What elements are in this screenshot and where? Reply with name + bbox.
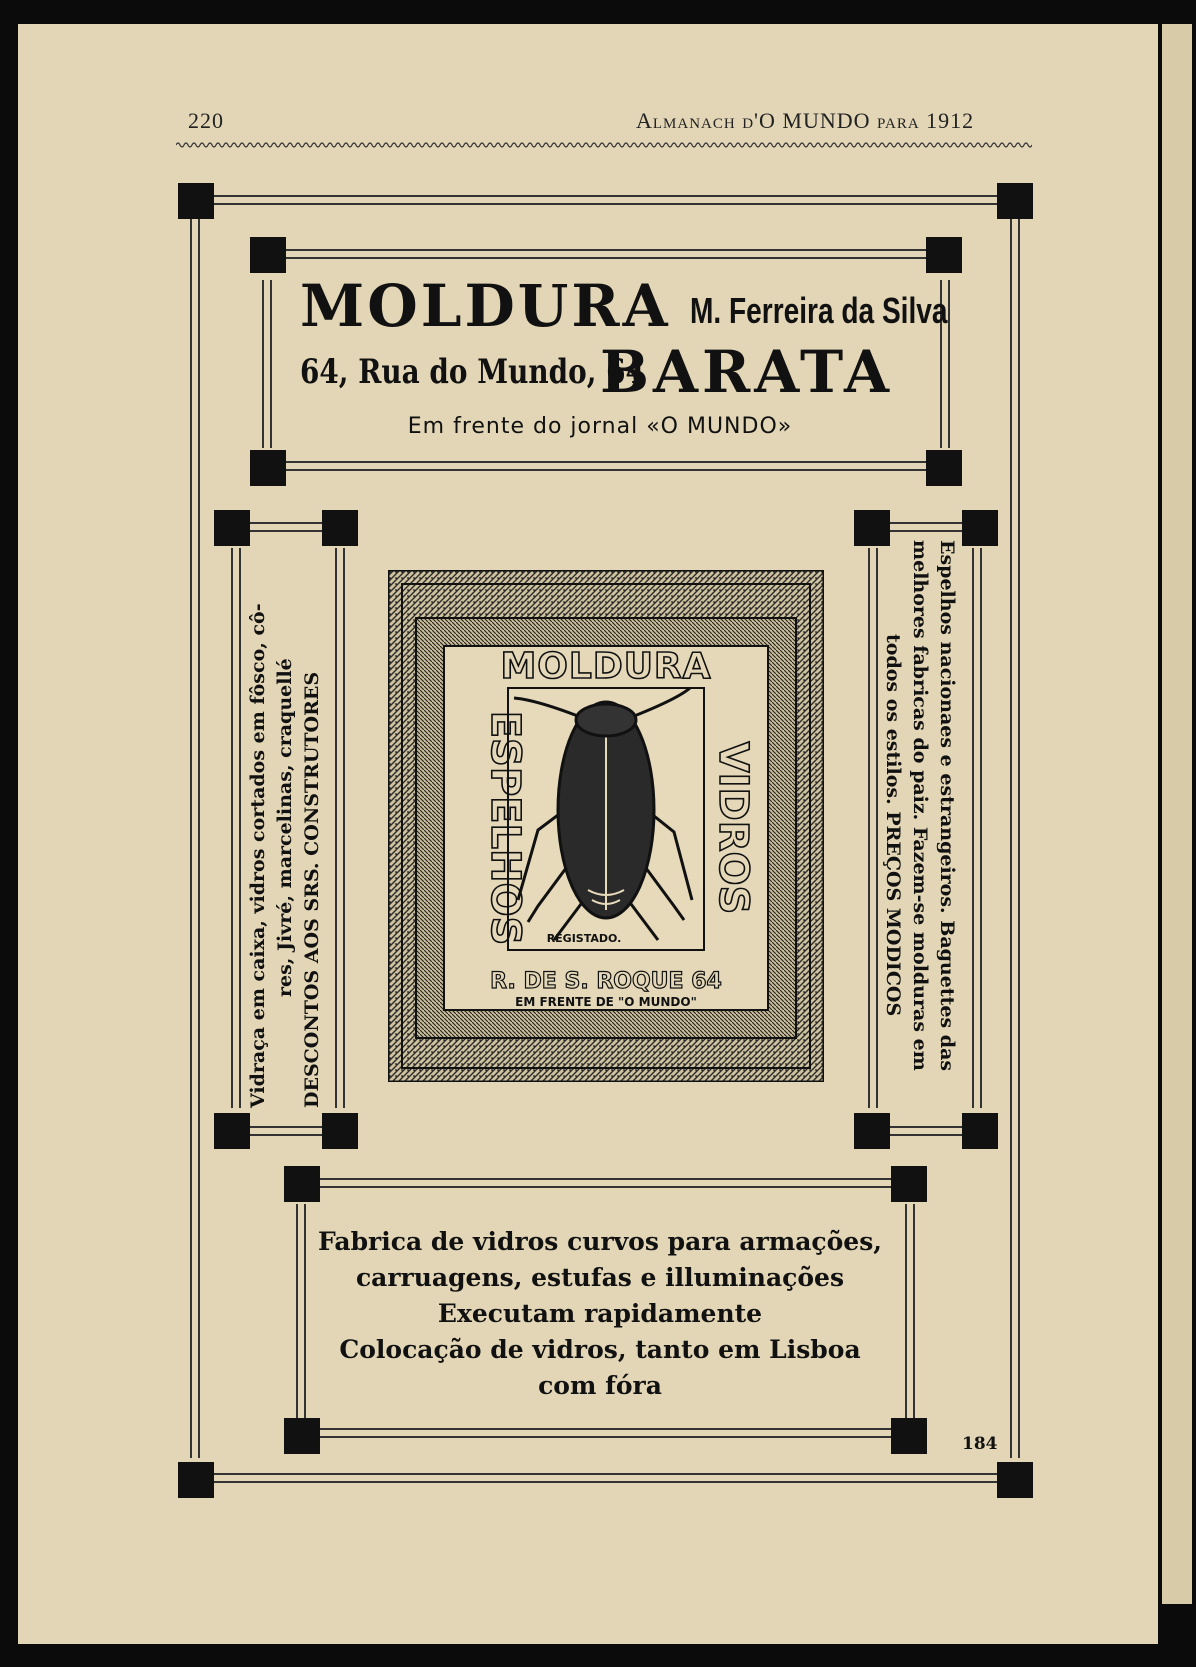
corner-square <box>250 450 286 486</box>
corner-square <box>997 1462 1033 1498</box>
ad-number: 184 <box>962 1434 998 1454</box>
corner-square <box>926 237 962 273</box>
logo-registered: REGISTADO. <box>546 932 622 945</box>
page-number: 220 <box>188 108 224 133</box>
left-column-text: Vidraça em caixa, vidros cortados em fôsco, cô- res, Jivré, marcelinas, craquellé DESCONTOS AOS SRS. CONSTRUTORES <box>247 603 323 1108</box>
corner-square <box>178 183 214 219</box>
corner-square <box>926 450 962 486</box>
owner-name: M. Ferreira da Silva <box>690 290 948 331</box>
logo-right-word: VIDROS <box>710 741 756 915</box>
logo-address: R. DE S. ROQUE 64 <box>490 969 722 994</box>
logo-left-word: ESPELHOS <box>482 710 528 946</box>
corner-square <box>250 237 286 273</box>
header-wavy-rule <box>176 141 1032 149</box>
corner-square <box>997 183 1033 219</box>
logo-top-word: MOLDURA <box>500 646 712 687</box>
running-title: Almanach d'O MUNDO para 1912 <box>636 108 975 133</box>
street-address: 64, Rua do Mundo, 64 <box>300 352 645 392</box>
right-column-text: Espelhos nacionaes e estrangeiros. Baguettes das melhores fabricas do paiz. Fazem-se molduras em todos os estilos. PREÇOS MODICOS <box>882 540 958 1072</box>
next-page-edge <box>1162 24 1192 1604</box>
bottom-services-text: Fabrica de vidros curvos para armações, carruagens, estufas e illuminações Executam rapidamente Colocação de vidros, tanto em Lisboa com fóra <box>318 1227 882 1400</box>
corner-square <box>178 1462 214 1498</box>
title-barata: BARATA <box>600 338 894 406</box>
logo-subaddress: EM FRENTE DE "O MUNDO" <box>515 995 697 1009</box>
title-moldura: MOLDURA <box>300 272 671 340</box>
moldura-barata-logo <box>388 570 824 1082</box>
tagline: Em frente do jornal «O MUNDO» <box>407 414 793 439</box>
